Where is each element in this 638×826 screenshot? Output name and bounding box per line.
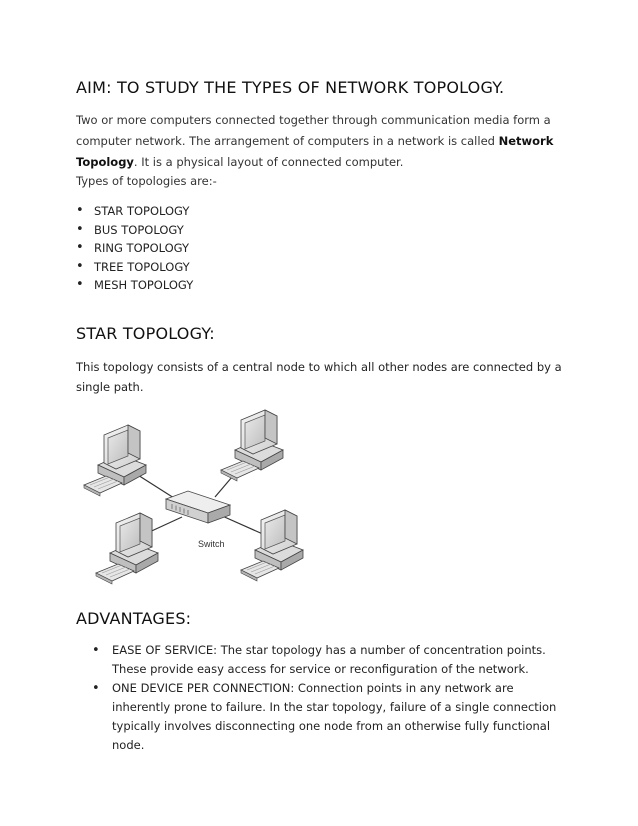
topology-types-list — [76, 202, 193, 295]
list-item: • TREE TOPOLOGY — [76, 258, 193, 277]
computer-icon — [241, 510, 303, 581]
switch-label: Switch — [198, 539, 225, 549]
list-item: • STAR TOPOLOGY — [76, 202, 193, 221]
intro-text-before: Two or more computers connected together through communication media form a computer network. The arrangement of computers in a network is called — [76, 113, 551, 148]
advantages-list — [92, 641, 562, 755]
list-item: • EASE OF SERVICE: The star topology has a number of concentration points. These provide easy access for service or reconfiguration of the network. — [92, 641, 562, 679]
page-title: AIM: TO STUDY THE TYPES OF NETWORK TOPOLOGY. — [76, 78, 505, 97]
computer-icon — [84, 425, 146, 496]
advantages-heading: ADVANTAGES: — [76, 609, 192, 628]
list-item: • BUS TOPOLOGY — [76, 221, 193, 240]
switch-icon — [166, 491, 230, 523]
list-item: • MESH TOPOLOGY — [76, 276, 193, 295]
list-item: • ONE DEVICE PER CONNECTION: Connection points in any network are inherently prone to failure. In the star topology, failure of a single connection typically involves disconnecting one node from an otherwise fully functional node. — [92, 679, 562, 755]
intro-bold-term: Network Topology — [76, 134, 554, 169]
star-topology-heading: STAR TOPOLOGY: — [76, 324, 215, 343]
computer-icon — [221, 410, 283, 481]
star-topology-description: This topology consists of a central node to which all other nodes are connected by a single path. — [76, 360, 562, 394]
intro-paragraph — [76, 110, 566, 173]
cable-line — [220, 515, 265, 535]
types-label: Types of topologies are:- — [76, 174, 217, 188]
intro-text-after: . It is a physical layout of connected computer. — [133, 155, 404, 169]
star-topology-diagram — [70, 405, 320, 590]
list-item: • RING TOPOLOGY — [76, 239, 193, 258]
computer-icon — [96, 513, 158, 584]
